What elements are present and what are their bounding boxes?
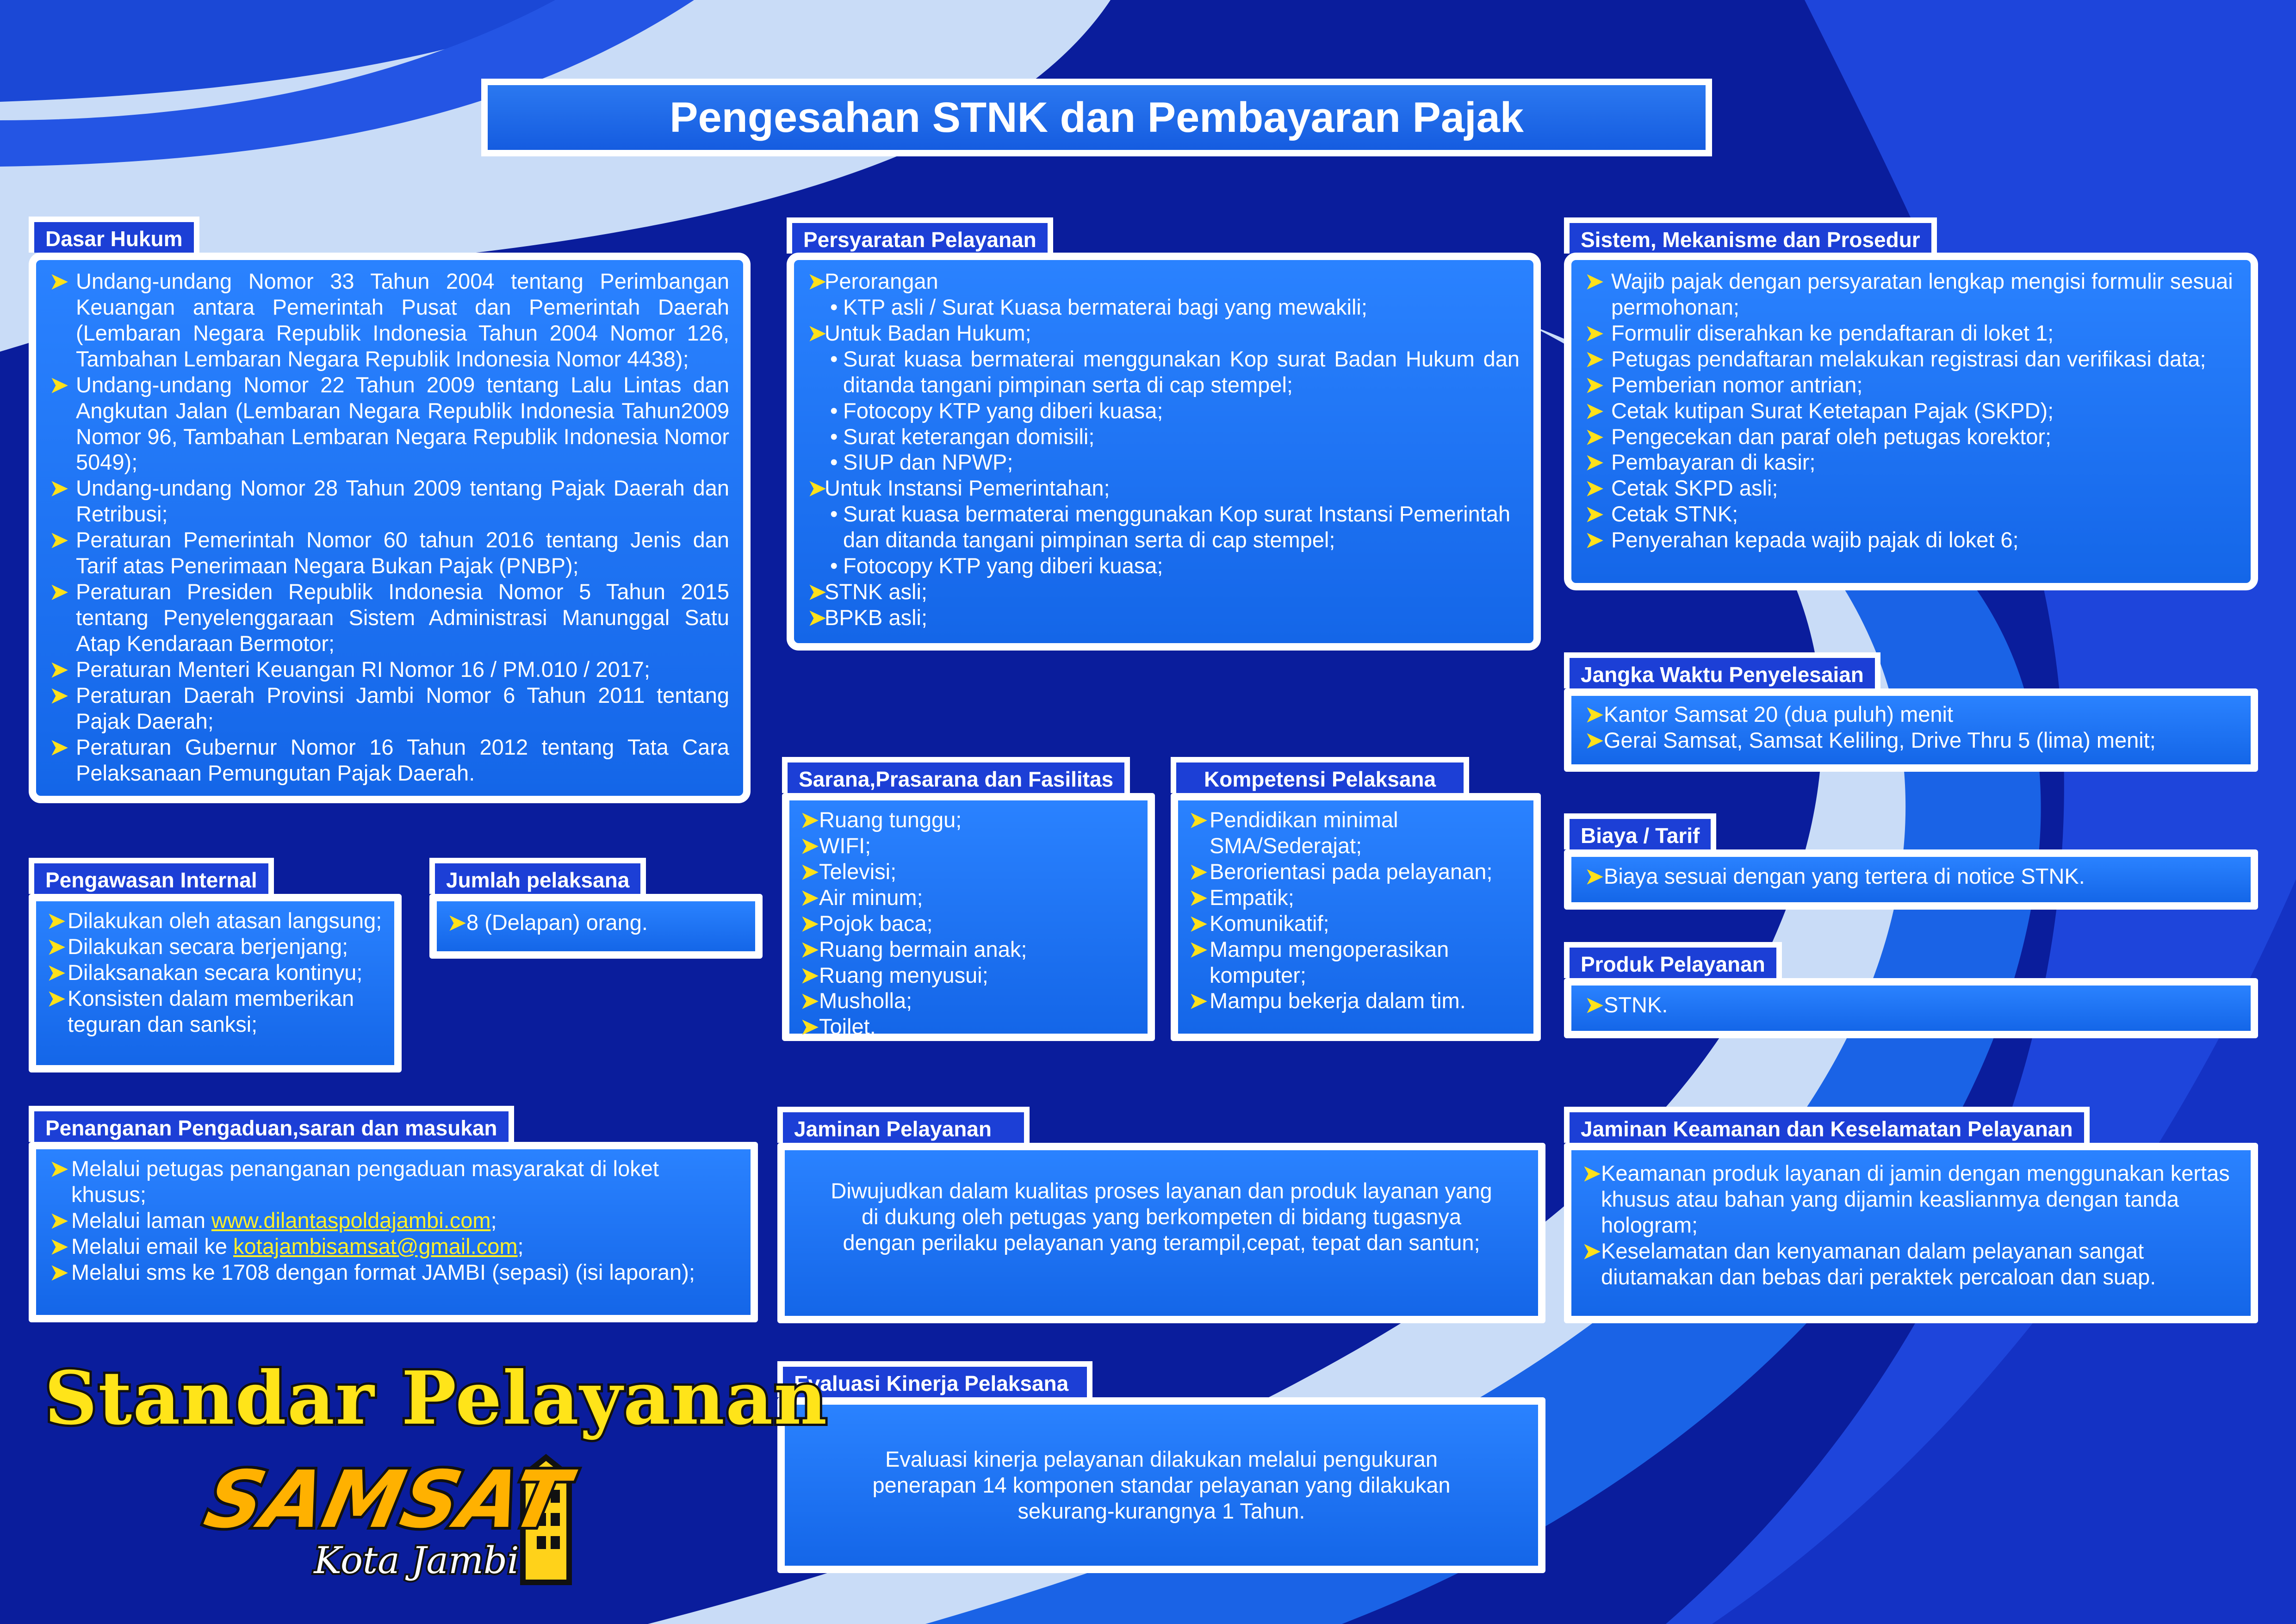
jangka-waktu-header: Jangka Waktu Penyelesaian bbox=[1564, 652, 1880, 688]
sarana-panel bbox=[782, 793, 1155, 1041]
list-item: ➤ Pendidikan minimal SMA/Sederajat; bbox=[1189, 807, 1398, 858]
svg-text:SAMSAT: SAMSAT bbox=[197, 1453, 577, 1546]
list-item: ➤ Undang-undang Nomor 33 Tahun 2004 tentang Perimbangan Keuangan antara Pemerintah Pusat dan Pemerintah Daerah (Lembaran Negara Republik Indonesia Tahun 2004 Nomor 126, Tambahan Lembaran Negara Republik Indonesia Nomor 4438); bbox=[50, 269, 729, 371]
kompetensi-header: Kompetensi Pelaksana bbox=[1171, 757, 1469, 793]
list-item: ➤ Dilakukan secara berjenjang; bbox=[47, 934, 348, 959]
samsat-logo bbox=[139, 1448, 602, 1587]
list-item: ➤ Peraturan Daerah Provinsi Jambi Nomor 6 Tahun 2011 tentang Pajak Daerah; bbox=[50, 682, 729, 733]
list-item: ➤ Keselamatan dan kenyamanan dalam pelayanan sangat diutamakan dan bebas dari peraktek percaloan dan suap. bbox=[1582, 1238, 2156, 1289]
website-link[interactable]: www.dilantaspoldajambi.com bbox=[211, 1208, 491, 1233]
list-item: ➤ Undang-undang Nomor 22 Tahun 2009 tentang Lalu Lintas dan Angkutan Jalan (Lembaran Negara Republik Indonesia Tahun2009 Nomor 96, Tambahan Lembaran Negara Republik Indonesia Nomor 5049); bbox=[50, 372, 729, 475]
kompetensi-panel bbox=[1171, 793, 1541, 1041]
list-item: ➤ Keamanan produk layanan di jamin dengan menggunakan kertas khusus atau bahan yang dijamin keaslianmya dengan tanda hologram; bbox=[1582, 1161, 2230, 1237]
sub-item: • Surat kuasa bermaterai menggunakan Kop surat Instansi Pemerintah dan ditanda tangani pimpinan serta di cap stempel; bbox=[830, 502, 1511, 552]
list-item: ➤ Formulir diserahkan ke pendaftaran di loket 1; bbox=[1585, 320, 2054, 345]
sub-item: • Surat kuasa bermaterai menggunakan Kop surat Badan Hukum dan ditanda tangani pimpinan serta di cap stempel; bbox=[830, 346, 1520, 397]
list-item: ➤ WIFI; bbox=[800, 833, 871, 858]
produk-panel bbox=[1564, 978, 2258, 1038]
list-item: ➤ Pembayaran di kasir; bbox=[1585, 450, 1816, 475]
list-item: ➤ Cetak kutipan Surat Ketetapan Pajak (SKPD); bbox=[1585, 398, 2054, 423]
standar-pelayanan-title: Standar Pelayanan bbox=[44, 1356, 828, 1441]
biaya-panel bbox=[1564, 849, 2258, 910]
pengawasan-panel bbox=[29, 894, 402, 1072]
sub-item: • SIUP dan NPWP; bbox=[830, 450, 1013, 475]
sub-item: • Surat keterangan domisili; bbox=[830, 424, 1095, 449]
list-item: ➤ Melalui laman www.dilantaspoldajambi.com; bbox=[50, 1208, 497, 1233]
sub-item: • KTP asli / Surat Kuasa bermaterai bagi yang mewakili; bbox=[830, 294, 1367, 319]
page-title: Pengesahan STNK dan Pembayaran Pajak bbox=[481, 79, 1712, 156]
list-item: ➤ Cetak SKPD asli; bbox=[1585, 476, 1778, 501]
dasar-hukum-panel bbox=[29, 253, 751, 803]
list-item: ➤ Pengecekan dan paraf oleh petugas korektor; bbox=[1585, 424, 2052, 449]
list-item: ➤ Wajib pajak dengan persyaratan lengkap mengisi formulir sesuai permohonan; bbox=[1585, 269, 2233, 319]
evaluasi-text: Evaluasi kinerja pelayanan dilakukan melalui pengukuran penerapan 14 komponen standar pelayanan yang dilakukan sekurang-kurangnya 1 Tahun. bbox=[872, 1447, 1451, 1523]
jaminan-keamanan-panel bbox=[1564, 1143, 2258, 1323]
list-item: ➤ Mampu bekerja dalam tim. bbox=[1189, 988, 1466, 1013]
list-item: ➤ Empatik; bbox=[1189, 885, 1294, 910]
jaminan-keamanan-header: Jaminan Keamanan dan Keselamatan Pelayanan bbox=[1564, 1107, 2090, 1143]
produk-header: Produk Pelayanan bbox=[1564, 942, 1782, 978]
list-item: ➤ Komunikatif; bbox=[1189, 911, 1329, 936]
list-item: ➤ Toilet. bbox=[800, 1014, 876, 1039]
jaminan-pelayanan-header: Jaminan Pelayanan bbox=[777, 1107, 1030, 1143]
jaminan-pelayanan-text: Diwujudkan dalam kualitas proses layanan dan produk layanan yang di dukung oleh petugas yang berkompeten di bidang tugasnya dengan perilaku pelayanan yang terampil,cepat, tepat dan santun; bbox=[831, 1178, 1492, 1255]
pengaduan-panel bbox=[29, 1142, 758, 1322]
list-item: ➤ Untuk Badan Hukum; bbox=[808, 320, 1031, 345]
list-item: ➤ Gerai Samsat, Samsat Keliling, Drive Thru 5 (lima) menit; bbox=[1585, 727, 2156, 752]
list-item: ➤ Ruang tunggu; bbox=[800, 807, 962, 832]
dasar-hukum-header: Dasar Hukum bbox=[29, 217, 199, 253]
list-item: ➤ Undang-undang Nomor 28 Tahun 2009 tentang Pajak Daerah dan Retribusi; bbox=[50, 476, 729, 527]
jaminan-pelayanan-panel bbox=[777, 1143, 1545, 1323]
sistem-panel bbox=[1564, 253, 2258, 590]
list-item: ➤ Ruang bermain anak; bbox=[800, 936, 1027, 961]
list-item: ➤ Ruang menyusui; bbox=[800, 962, 988, 987]
sub-item: • Fotocopy KTP yang diberi kuasa; bbox=[830, 553, 1163, 578]
evaluasi-panel bbox=[777, 1397, 1545, 1573]
list-item: ➤ Peraturan Gubernur Nomor 16 Tahun 2012 tentang Tata Cara Pelaksanaan Pemungutan Pajak Daerah. bbox=[50, 734, 729, 785]
jangka-waktu-panel bbox=[1564, 688, 2258, 772]
list-item: ➤ Biaya sesuai dengan yang tertera di notice STNK. bbox=[1585, 864, 2085, 888]
list-item: ➤ Peraturan Presiden Republik Indonesia Nomor 5 Tahun 2015 tentang Penyelenggaraan Sistem Administrasi Manunggal Satu Atap Kendaraan Bermotor; bbox=[50, 579, 729, 656]
list-item: ➤ Penyerahan kepada wajib pajak di loket 6; bbox=[1585, 527, 2019, 552]
list-item: ➤ Dilakukan oleh atasan langsung; bbox=[47, 908, 382, 933]
list-item: ➤ Melalui email ke kotajambisamsat@gmail.com; bbox=[50, 1233, 524, 1258]
biaya-header: Biaya / Tarif bbox=[1564, 813, 1716, 849]
jumlah-panel bbox=[429, 894, 763, 959]
list-item: ➤ Petugas pendaftaran melakukan registrasi dan verifikasi data; bbox=[1585, 346, 2206, 371]
list-item: ➤ Mampu mengoperasikan komputer; bbox=[1189, 936, 1449, 987]
list-item: ➤ Televisi; bbox=[800, 859, 897, 884]
list-item: ➤ Peraturan Pemerintah Nomor 60 tahun 2016 tentang Jenis dan Tarif atas Penerimaan Negara Bukan Pajak (PNBP); bbox=[50, 527, 729, 578]
list-item: ➤ Untuk Instansi Pemerintahan; bbox=[808, 476, 1110, 501]
jumlah-header: Jumlah pelaksana bbox=[429, 858, 646, 894]
list-item: ➤ STNK asli; bbox=[808, 579, 927, 604]
pengaduan-header: Penanganan Pengaduan,saran dan masukan bbox=[29, 1106, 514, 1142]
list-item: ➤ Peraturan Menteri Keuangan RI Nomor 16 / PM.010 / 2017; bbox=[50, 657, 650, 682]
list-item: ➤ Konsisten dalam memberikan teguran dan sanksi; bbox=[47, 986, 354, 1036]
list-item: ➤ Air minum; bbox=[800, 885, 923, 910]
list-item: ➤ Pojok baca; bbox=[800, 911, 933, 936]
list-item: ➤ BPKB asli; bbox=[808, 605, 928, 630]
list-item: ➤ Melalui petugas penanganan pengaduan masyarakat di loket khusus; bbox=[50, 1156, 659, 1207]
list-item: ➤ Melalui sms ke 1708 dengan format JAMBI (sepasi) (isi laporan); bbox=[50, 1259, 695, 1284]
list-item: ➤ Cetak STNK; bbox=[1585, 502, 1738, 527]
pengawasan-header: Pengawasan Internal bbox=[29, 858, 274, 894]
list-item: ➤ 8 (Delapan) orang. bbox=[448, 910, 648, 935]
evaluasi-header: Evaluasi Kinerja Pelaksana bbox=[777, 1361, 1092, 1397]
persyaratan-panel bbox=[787, 253, 1541, 651]
list-item: ➤ Musholla; bbox=[800, 988, 912, 1013]
persyaratan-header: Persyaratan Pelayanan bbox=[787, 217, 1053, 254]
sarana-header: Sarana,Prasarana dan Fasilitas bbox=[782, 757, 1130, 793]
sub-item: • Fotocopy KTP yang diberi kuasa; bbox=[830, 398, 1163, 423]
list-item: ➤ Berorientasi pada pelayanan; bbox=[1189, 859, 1493, 884]
list-item: ➤ STNK. bbox=[1585, 992, 1668, 1017]
list-item: ➤ Perorangan bbox=[808, 269, 938, 293]
list-item: ➤ Dilaksanakan secara kontinyu; bbox=[47, 960, 363, 985]
email-link[interactable]: kotajambisamsat@gmail.com bbox=[233, 1233, 518, 1258]
list-item: ➤ Kantor Samsat 20 (dua puluh) menit bbox=[1585, 702, 1954, 726]
list-item: ➤ Pemberian nomor antrian; bbox=[1585, 372, 1863, 397]
sistem-header: Sistem, Mekanisme dan Prosedur bbox=[1564, 217, 1937, 254]
svg-text:Kota Jambi: Kota Jambi bbox=[314, 1539, 519, 1582]
